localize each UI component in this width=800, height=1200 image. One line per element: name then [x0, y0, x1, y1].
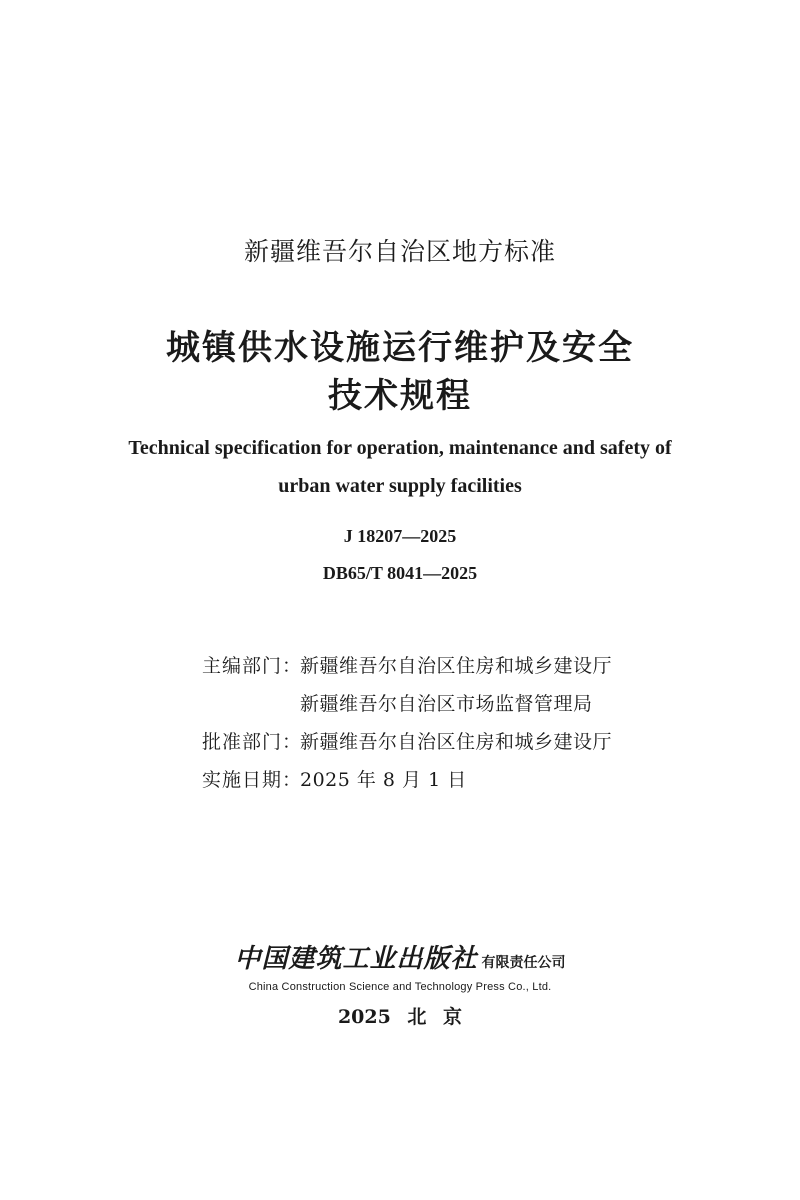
info-value: 新疆维吾尔自治区住房和城乡建设厅 [300, 730, 613, 753]
publisher-suffix: 有限责任公司 [481, 955, 566, 971]
info-value: 2025 年 8 月 1 日 [300, 768, 467, 791]
info-row-editor-2 [202, 683, 612, 721]
info-label: 主编部门： [202, 654, 303, 677]
info-row-approver [202, 721, 612, 759]
title-chinese-line-2: 技术规程 [328, 376, 472, 416]
standard-category: 新疆维吾尔自治区地方标准 [243, 237, 556, 266]
publication-info [202, 645, 612, 797]
info-value: 新疆维吾尔自治区市场监督管理局 [300, 692, 593, 715]
standard-code-db: DB65/T 8041—2025 [322, 563, 478, 583]
year-and-place: 2025 北 京 [337, 1006, 463, 1028]
publisher-logo-text: 中国建筑工业出版社 [234, 944, 478, 974]
info-row-effective-date [202, 759, 612, 797]
publisher-block [0, 938, 800, 993]
publisher-english-name: China Construction Science and Technology Press Co., Ltd. [248, 981, 552, 993]
title-english-line-2: urban water supply facilities [278, 475, 522, 497]
info-row-editor [202, 645, 612, 683]
publisher-logo [234, 938, 565, 975]
title-chinese-line-1: 城镇供水设施运行维护及安全 [166, 328, 634, 368]
info-value: 新疆维吾尔自治区住房和城乡建设厅 [300, 654, 613, 677]
info-label: 批准部门： [202, 730, 303, 753]
standard-code-j: J 18207—2025 [343, 526, 457, 546]
title-english-line-1: Technical specification for operation, maintenance and safety of [128, 437, 672, 459]
info-label: 实施日期： [202, 768, 303, 791]
